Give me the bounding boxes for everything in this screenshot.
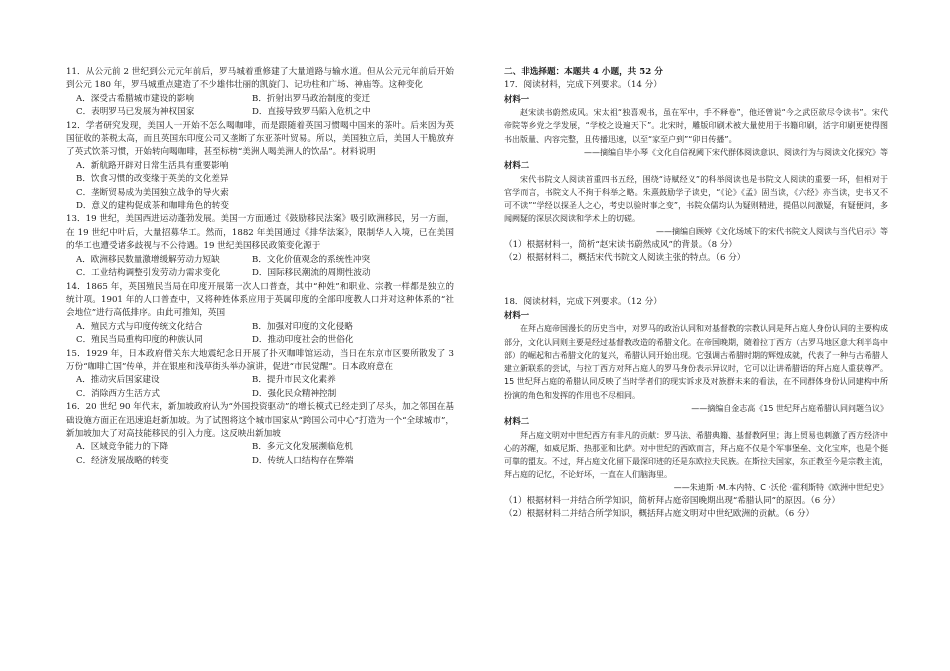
option-d: D．强化民众精神控制 [252,388,337,399]
material-title: 材料二 [504,160,530,171]
material-text: 在拜占庭帝国漫长的历史当中，对罗马的政治认同和对基督教的宗教认同是拜占庭人身份认同的主要构成部分，文化认同则主要是经过基督教改造的希腊文化。在帝国晚期，随着拉丁西方（古罗马地区意大利半岛中部）的崛起和古希腊文化的复兴，希腊认同开始出现。它强调古希腊时期的辉煌成就，代表了一种与古希腊人建立新联系的尝试，与拉丁西方对拜占庭人的罗马身份表示异议时，它可以让讲希腊语的拜占庭人重获尊严。15 世纪拜占庭的希腊认同反映了当时学者们的现实诉求及对族群未来的看法，在不同群体身份认同建构中所扮演的角色和发挥的作用也不尽相同。 [504,324,888,400]
option-c: C．工业结构调整引发劳动力需求变化 [76,268,221,279]
material-source: ——摘编自顾婷《文化场域下的宋代书院文人阅读与当代启示》等 [656,227,888,237]
question-stem: 11．从公元前 2 世纪到公元元年前后，罗马城着重修建了大量道路与输水道。但从公元元年前后开始到公元 180 年，罗马城重点建造了不少雄伟壮丽的凯旋门、记功柱和广场、神庙等。这种变化 [66,67,454,91]
material-text: 宋代书院文人阅读首重四书五经，围绕“诗赋经义”的科举阅读也是书院文人阅读的重要一环，但相对于官学而言，书院文人不拘于科举之略。朱熹鼓励学子读史，“《论》《孟》固当读，《六经》亦当读，史书又不可不读”“学经以探圣人之心，考史以验时事之变”，书院众儒均认为疑则精进，提倡以问激疑，有疑便问，多闻阙疑的深层次阅读和学术上的切磋。 [504,174,888,224]
option-d: D．国际移民潮流的周期性波动 [252,268,371,279]
answer-space [504,266,888,296]
question-13 [66,213,454,280]
question-17 [504,79,888,265]
question-intro: 18．阅读材料，完成下列要求。（12 分） [504,296,662,307]
option-c: C．消除西方生活方式 [76,388,160,399]
option-a: A．区域竞争能力的下降 [76,442,169,453]
option-c: C．表明罗马已发展为神权国家 [76,107,195,118]
option-a: A．欧洲移民数量激增缓解劳动力短缺 [76,254,220,265]
option-b: B．饮食习惯的改变缘于英美的文化差异 [76,174,229,185]
option-d: D．意义的建构促成茶和咖啡角色的转变 [76,201,229,212]
question-stem: 13．19 世纪，美国西进运动蓬勃发展。美国一方面通过《鼓励移民法案》吸引欧洲移民，另一方面，在 19 世纪中叶后，大量招募华工。然而，1882 年美国通过《排华法案》，限制华人入境，已在美国的华工也遭受诸多歧视与不公待遇。19 世纪美国移民政策变化源于 [66,214,454,252]
sub-question: （2）根据材料二并结合所学知识，概括拜占庭文明对中世纪欧洲的贡献。（6 分） [504,509,815,520]
question-stem: 15．1929 年，日本政府借关东大地震纪念日开展了扑灭咖啡馆运动，当日在东京市区要所散发了 3 万份“咖啡亡国”传单，并在银座和浅草街头举办演讲，促进“市民觉醒”。日本政府意在 [66,348,454,372]
material-source: ——摘编自毕小琴《文化自信视阈下宋代群体阅读意识、阅读行为与阅读文化探究》等 [584,147,888,157]
material-text: 赵宋读书蔚然成风。宋太祖“独喜观书，虽在军中，手不释卷”，他还曾说“今之武臣欲尽令读书”。宋代帝院等乡党之学发展，“学校之设遍天下”。北宋时，雕版印刷术被大量使用于书籍印刷，活字印刷更使得图书出版量、内容完整，且传播迅速，以至“家至户到”“卯日传播”。 [504,108,888,144]
option-d: D．直接导致罗马陷入危机之中 [252,107,371,118]
question-stem: 16．20 世纪 90 年代末，新加坡政府认为“外国投资驱动”的增长模式已经走到了尽头，加之邻国在基础设施方面正在迅速追赶新加坡。为了试图将这个城市国家从“跨国公司中心”打造为一个“全球城市”，新加坡加大了对高技能移民的引入力度。这反映出新加坡 [66,402,454,439]
option-d: D．推动印度社会的世俗化 [252,335,354,346]
question-11 [66,66,454,120]
material-title: 材料一 [504,310,530,321]
option-b: B．文化价值观念的系统性冲突 [252,254,371,265]
option-c: C．经济发展战略的转变 [76,455,169,466]
sub-question: （1）根据材料一，简析“赵宋读书蔚然成风”的背景。（8 分） [504,239,737,250]
sub-question: （2）根据材料二，概括宋代书院文人阅读主张的特点。（6 分） [504,253,746,264]
question-14 [66,281,454,348]
option-b: B．加强对印度的文化侵略 [252,321,353,332]
question-stem: 12．学者研究发现，美国人一开始不怎么喝咖啡，而是跟随着英国习惯喝中国来的茶叶。后来因为英国征收的茶税太高，而且英国东印度公司又垄断了东亚茶叶贸易。所以，美国独立后，美国人干脆放弃了英式饮茶习惯，开始转向喝咖啡，甚至标榜“美洲人喝美洲人的饮品”。材料说明 [66,120,454,158]
question-16 [66,401,454,468]
material-source: ——朱迪斯 ·M.本内特、C ·沃伦 ·霍利斯特《欧洲中世纪史》 [673,483,888,493]
question-stem: 14．1865 年，英国殖民当局在印度开展第一次人口普查，其中“种姓”和职业、宗教一样都是独立的统计项。1901 年的人口普查中，又将种姓体系应用于英属印度的全部印度教人口并对这种体系的“社会地位”进行高低排序。由此可推知，英国 [66,281,454,319]
left-column [66,66,454,468]
option-b: B．提升市民文化素养 [252,375,336,386]
question-15 [66,348,454,402]
material-title: 材料二 [504,416,530,427]
option-b: B．多元文化发展濒临危机 [252,442,353,453]
option-c: C．垄断贸易成为美国独立战争的导火索 [76,187,229,198]
option-a: A．新航路开辟对日常生活具有重要影响 [76,160,229,171]
material-title: 材料一 [504,93,530,104]
question-intro: 17．阅读材料，完成下列要求。（14 分） [504,80,662,91]
option-a: A．深受古希腊城市建设的影响 [76,93,194,104]
question-12 [66,120,454,214]
section-title: 二、非选择题：本题共 4 小题，共 52 分 [504,67,663,77]
option-a: A．殖民方式与印度传统文化结合 [76,321,203,332]
option-b: B．折射出罗马政治制度的变迁 [252,93,371,104]
sub-question: （1）根据材料一并结合所学知识，简析拜占庭帝国晚期出现“希腊认同”的原因。（6 分） [504,495,841,506]
option-a: A．推动灾后国家建设 [76,375,160,386]
option-c: C．殖民当局重构印度的种族认同 [76,335,203,346]
option-d: D．传统人口结构存在弊端 [252,455,354,466]
material-text: 拜占庭文明对中世纪西方有非凡的贡献：罗马法、希腊典籍、基督教阿里；海上贸易也刺激了西方经济中心的苏醒，如威尼斯、热那亚和比萨。对中世纪的西欧而言，拜占庭不仅是个军事堡垒、文化宝库，也是个挺可靠的盟友。不过，拜占庭文化留下最深印迹的还是东欧拉夫民族。在斯拉夫国家，东正教至今是宗教主流，拜占庭的记忆，不论好坏，一直在人们脑海里。 [504,430,888,480]
material-source: ——摘编自金志高《15 世纪拜占庭希腊认同问题刍议》 [691,403,888,413]
question-18 [504,296,888,522]
right-column [504,66,888,522]
